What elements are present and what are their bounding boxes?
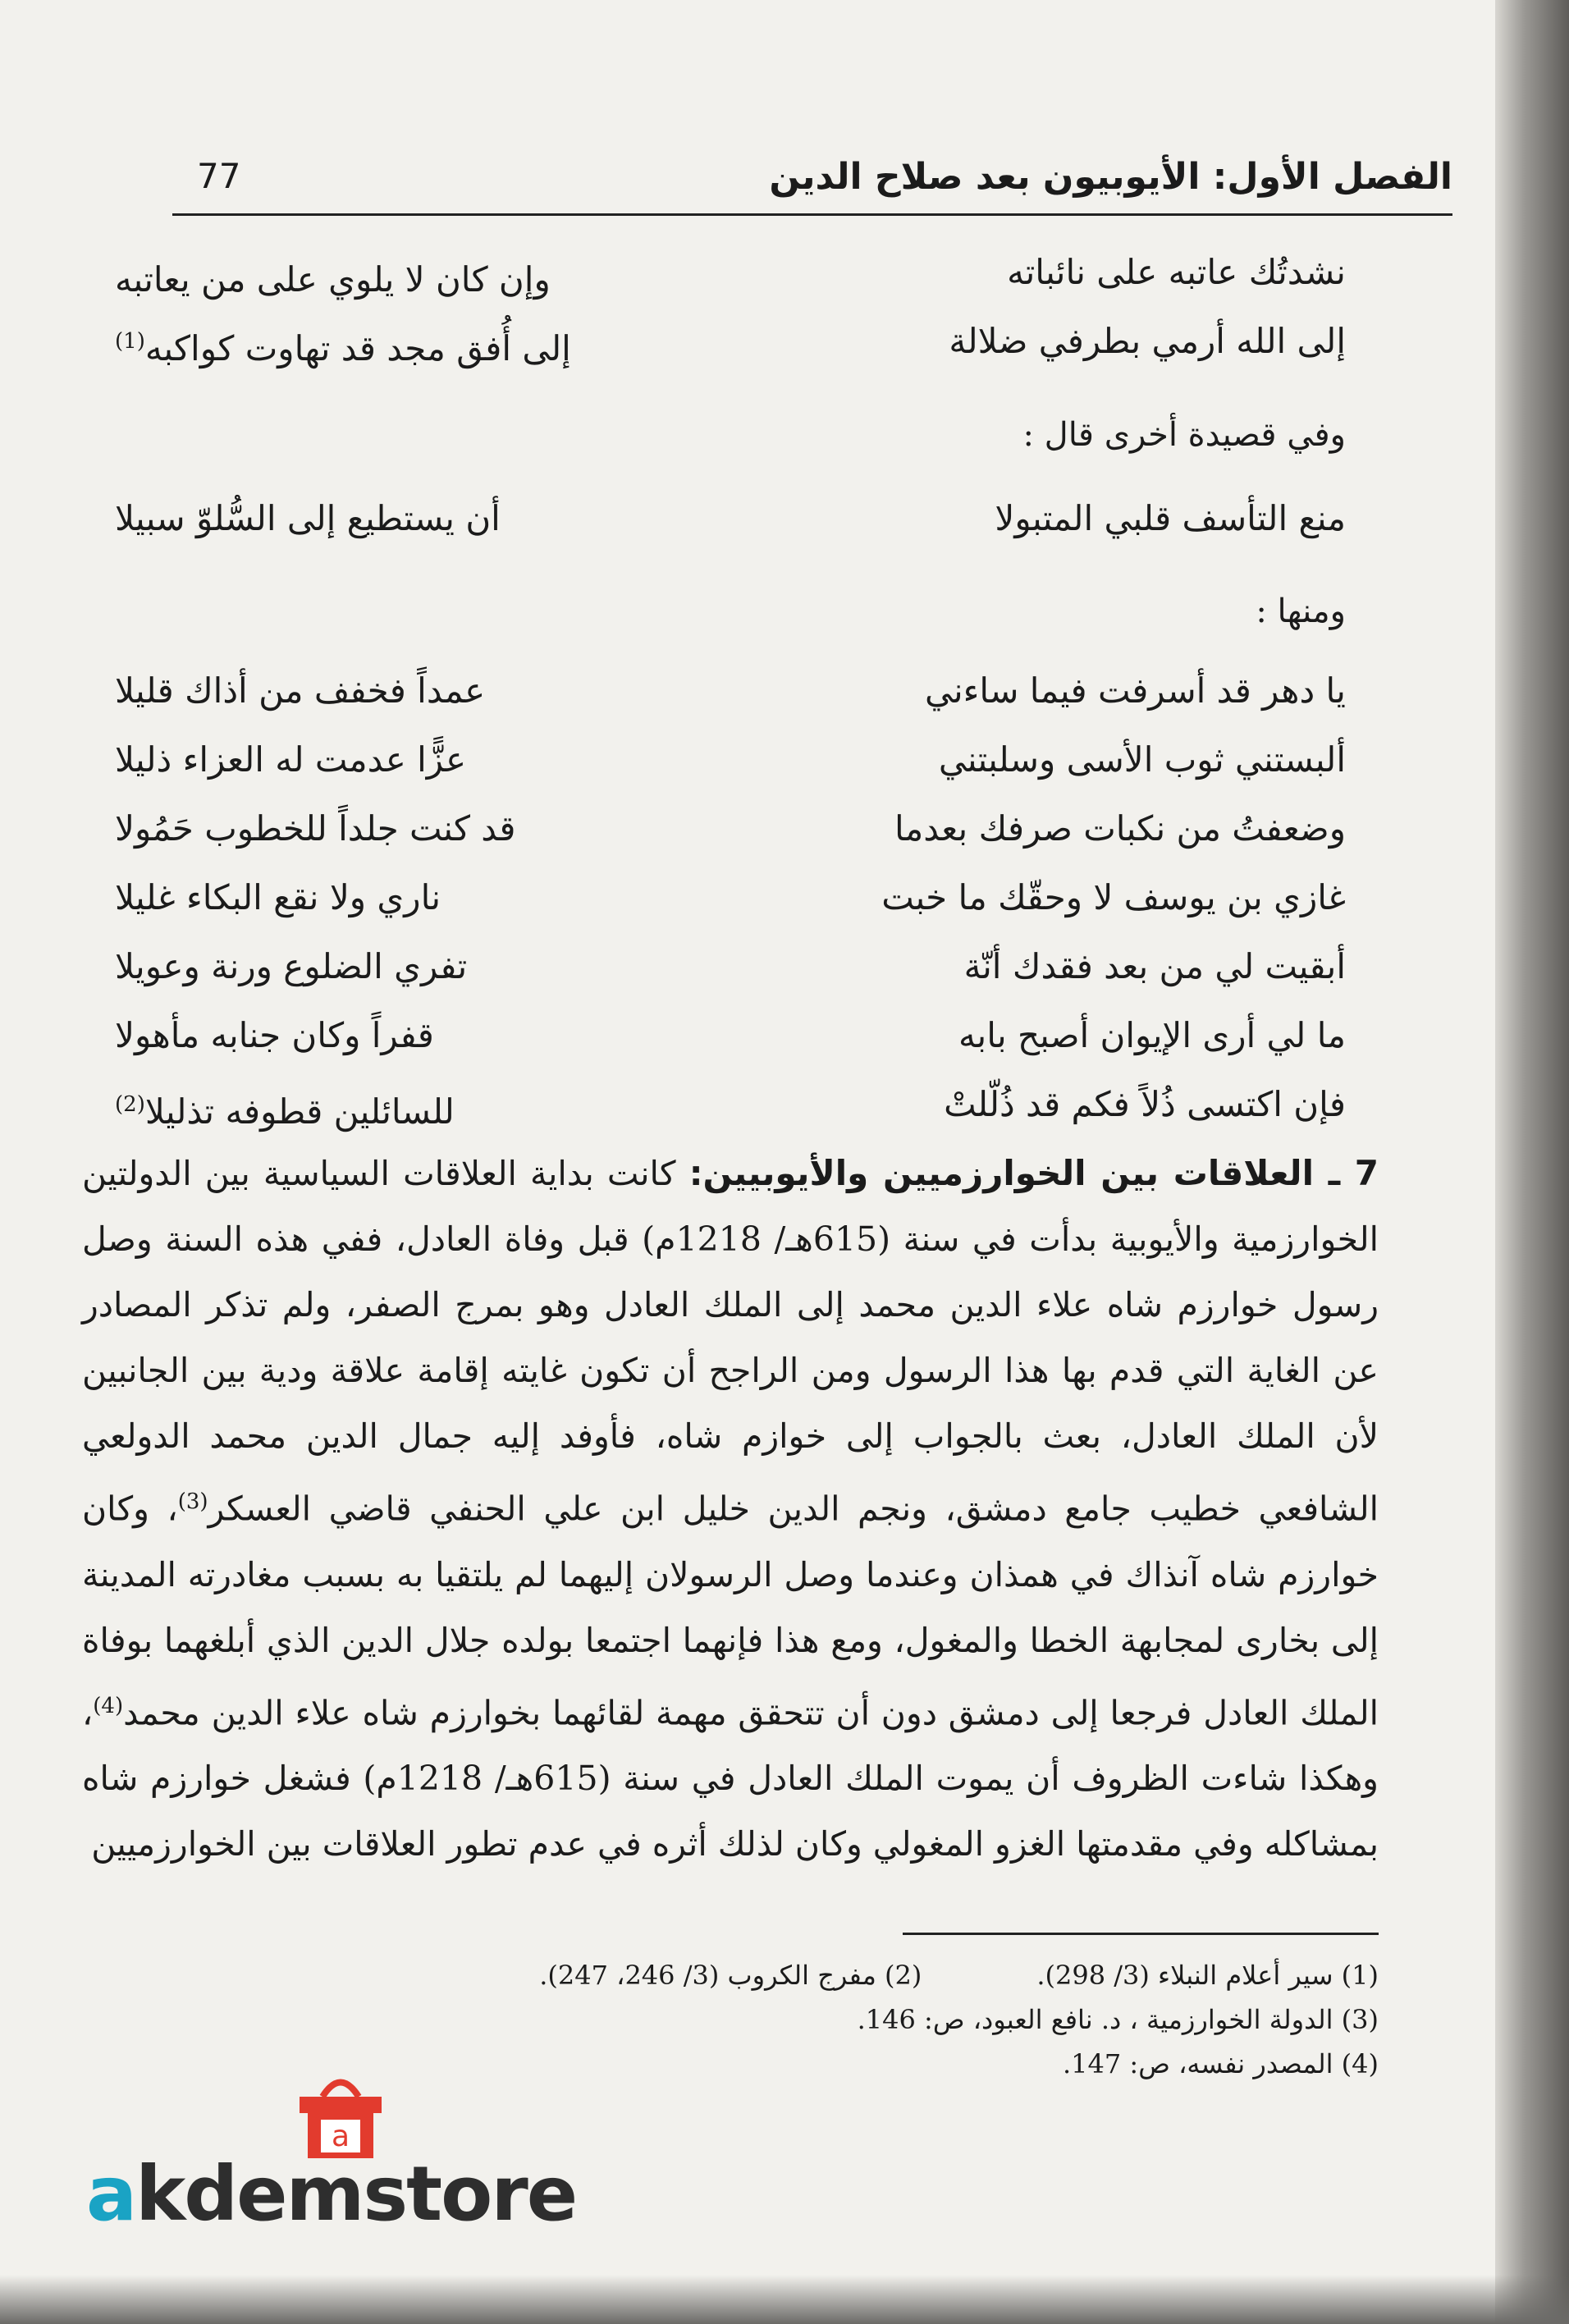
- verse-second-hemistich: قفراً وكان جنابه مأهولا: [115, 1015, 434, 1055]
- svg-text:a: a: [331, 2120, 350, 2153]
- verse-first-hemistich: وضعفتُ من نكبات صرفك بعدما: [894, 808, 1346, 849]
- paragraph-text: ، وهكذا شاءت الظروف أن يموت الملك العادل في سنة (615هـ/ 1218م) فشغل خوارزم شاه بمشاكله وفي مقدمتها الغزو المغولي وكان لذلك أثره في عدم تطور العلاقات بين الخوارزميين: [82, 1693, 1379, 1864]
- verse-first-hemistich: منع التأسف قلبي المتبولا: [995, 498, 1346, 538]
- page-header: [172, 148, 1452, 216]
- verse: [115, 238, 1346, 307]
- footnote-marker: (4): [93, 1693, 124, 1718]
- akdemstore-logo: [86, 2072, 577, 2238]
- footnote-row: [312, 1997, 1379, 2042]
- verse-first-hemistich: فإن اكتسى ذُلاً فكم قد ذُلّلتْ: [944, 1084, 1346, 1124]
- footnotes: [312, 1953, 1379, 2086]
- verse: [115, 794, 1346, 863]
- poem-intro: وفي قصيدة أخرى قال :: [1022, 416, 1346, 454]
- verse: [115, 932, 1346, 1001]
- verse-first-hemistich: أبقيت لي من بعد فقدك أنّة: [963, 946, 1346, 986]
- poem-block-2: [115, 484, 1346, 553]
- verse-second-hemistich: عمداً فخفف من أذاك قليلا: [115, 670, 486, 711]
- verse-second-hemistich: قد كنت جلداً للخطوب حَمُولا: [115, 808, 516, 849]
- page-number: 77: [197, 156, 241, 196]
- footnote-row: [312, 1953, 1379, 1997]
- verse-second-hemistich: إلى أُفق مجد قد تهاوت كواكبه$^{(1)}$: [115, 328, 571, 368]
- verse-second-hemistich: أن يستطيع إلى السُّلوّ سبيلا: [115, 498, 501, 538]
- paragraph-text: ، وكان خوارزم شاه آنذاك في همذان وعندما وصل الرسولان إليهما لم يلتقيا به بسبب مغادرته المدينة إلى بخارى لمجابهة الخطا والمغول، ومع هذا فإنهما اجتمعا بولده جلال الدين الذي أبلغهما بوفاة الملك العادل فرجعا إلى دمشق دون أن تتحقق مهمة لقائهما بخوارزم شاه علاء الدين محمد: [82, 1489, 1379, 1733]
- verse-first-hemistich: ألبستني ثوب الأسى وسلبتني: [938, 739, 1346, 780]
- section-paragraph: [82, 1141, 1379, 1877]
- verse: [115, 725, 1346, 794]
- verse: [115, 1070, 1346, 1139]
- scan-bottom-shadow: [0, 2275, 1569, 2324]
- footnote-marker: (1): [115, 329, 145, 354]
- logo-wordmark: akdemstore: [86, 2150, 577, 2238]
- footnote: (1) سير أعلام النبلاء (3/ 298).: [1036, 1960, 1379, 1991]
- verse-second-hemistich: تفري الضلوع ورنة وعويلا: [115, 946, 468, 986]
- verse: [115, 656, 1346, 725]
- chapter-title: الفصل الأول: الأيوبيون بعد صلاح الدين: [769, 156, 1452, 198]
- verse-second-hemistich: للسائلين قطوفه تذليلا$^{(2)}$: [115, 1091, 455, 1132]
- footnote: (2) مفرج الكروب (3/ 246، 247).: [539, 1960, 922, 1991]
- poem-block-1: [115, 238, 1346, 376]
- verse: [115, 1001, 1346, 1070]
- footnote-marker: (3): [177, 1489, 208, 1514]
- verse: [115, 863, 1346, 932]
- verse-first-hemistich: نشدتُك عاتبه على نائباته: [1007, 252, 1346, 292]
- footnote-divider: [903, 1933, 1379, 1935]
- poem-block-3: [115, 656, 1346, 1139]
- verse: [115, 484, 1346, 553]
- verse-second-hemistich: ناري ولا نقع البكاء غليلا: [115, 877, 441, 917]
- book-spine-shadow: [1495, 0, 1569, 2324]
- footnote-marker: (2): [115, 1092, 145, 1117]
- verse-second-hemistich: عزًّا عدمت له العزاء ذليلا: [115, 739, 467, 780]
- verse-first-hemistich: إلى الله أرمي بطرفي ضلالة: [949, 321, 1346, 361]
- verse: [115, 307, 1346, 376]
- verse-first-hemistich: يا دهر قد أسرفت فيما ساءني: [924, 670, 1346, 711]
- footnote: (3) الدولة الخوارزمية ، د. نافع العبود، ص: 146.: [857, 2004, 1379, 2035]
- verse-first-hemistich: غازي بن يوسف لا وحقّك ما خبت: [881, 877, 1346, 917]
- section-heading: 7 ـ العلاقات بين الخوارزميين والأيوبيين:: [688, 1153, 1379, 1193]
- verse-second-hemistich: وإن كان لا يلوي على من يعاتبه: [115, 259, 551, 300]
- poem-intro: ومنها :: [1256, 592, 1346, 630]
- footnote: (4) المصدر نفسه، ص: 147.: [1063, 2048, 1379, 2079]
- verse-first-hemistich: ما لي أرى الإيوان أصبح بابه: [958, 1015, 1346, 1055]
- paragraph-text: كانت بداية العلاقات السياسية بين الدولتين الخوارزمية والأيوبية بدأت في سنة (615هـ/ 1218م) قبل وفاة العادل، ففي هذه السنة وصل رسول خوارزم شاه علاء الدين محمد إلى الملك العادل وهو بمرج الصفر، ولم تذكر المصادر عن الغاية التي قدم بها هذا الرسول ومن الراجح أن تكون غايته إقامة علاقة ودية بين الجانبين لأن الملك العادل، بعث بالجواب إلى خوازم شاه، فأوفد إليه جمال الدين محمد الدولعي الشافعي خطيب جامع دمشق، ونجم الدين خليل ابن علي الحنفي قاضي العسكر: [82, 1154, 1379, 1529]
- book-bag-icon: [291, 2072, 390, 2162]
